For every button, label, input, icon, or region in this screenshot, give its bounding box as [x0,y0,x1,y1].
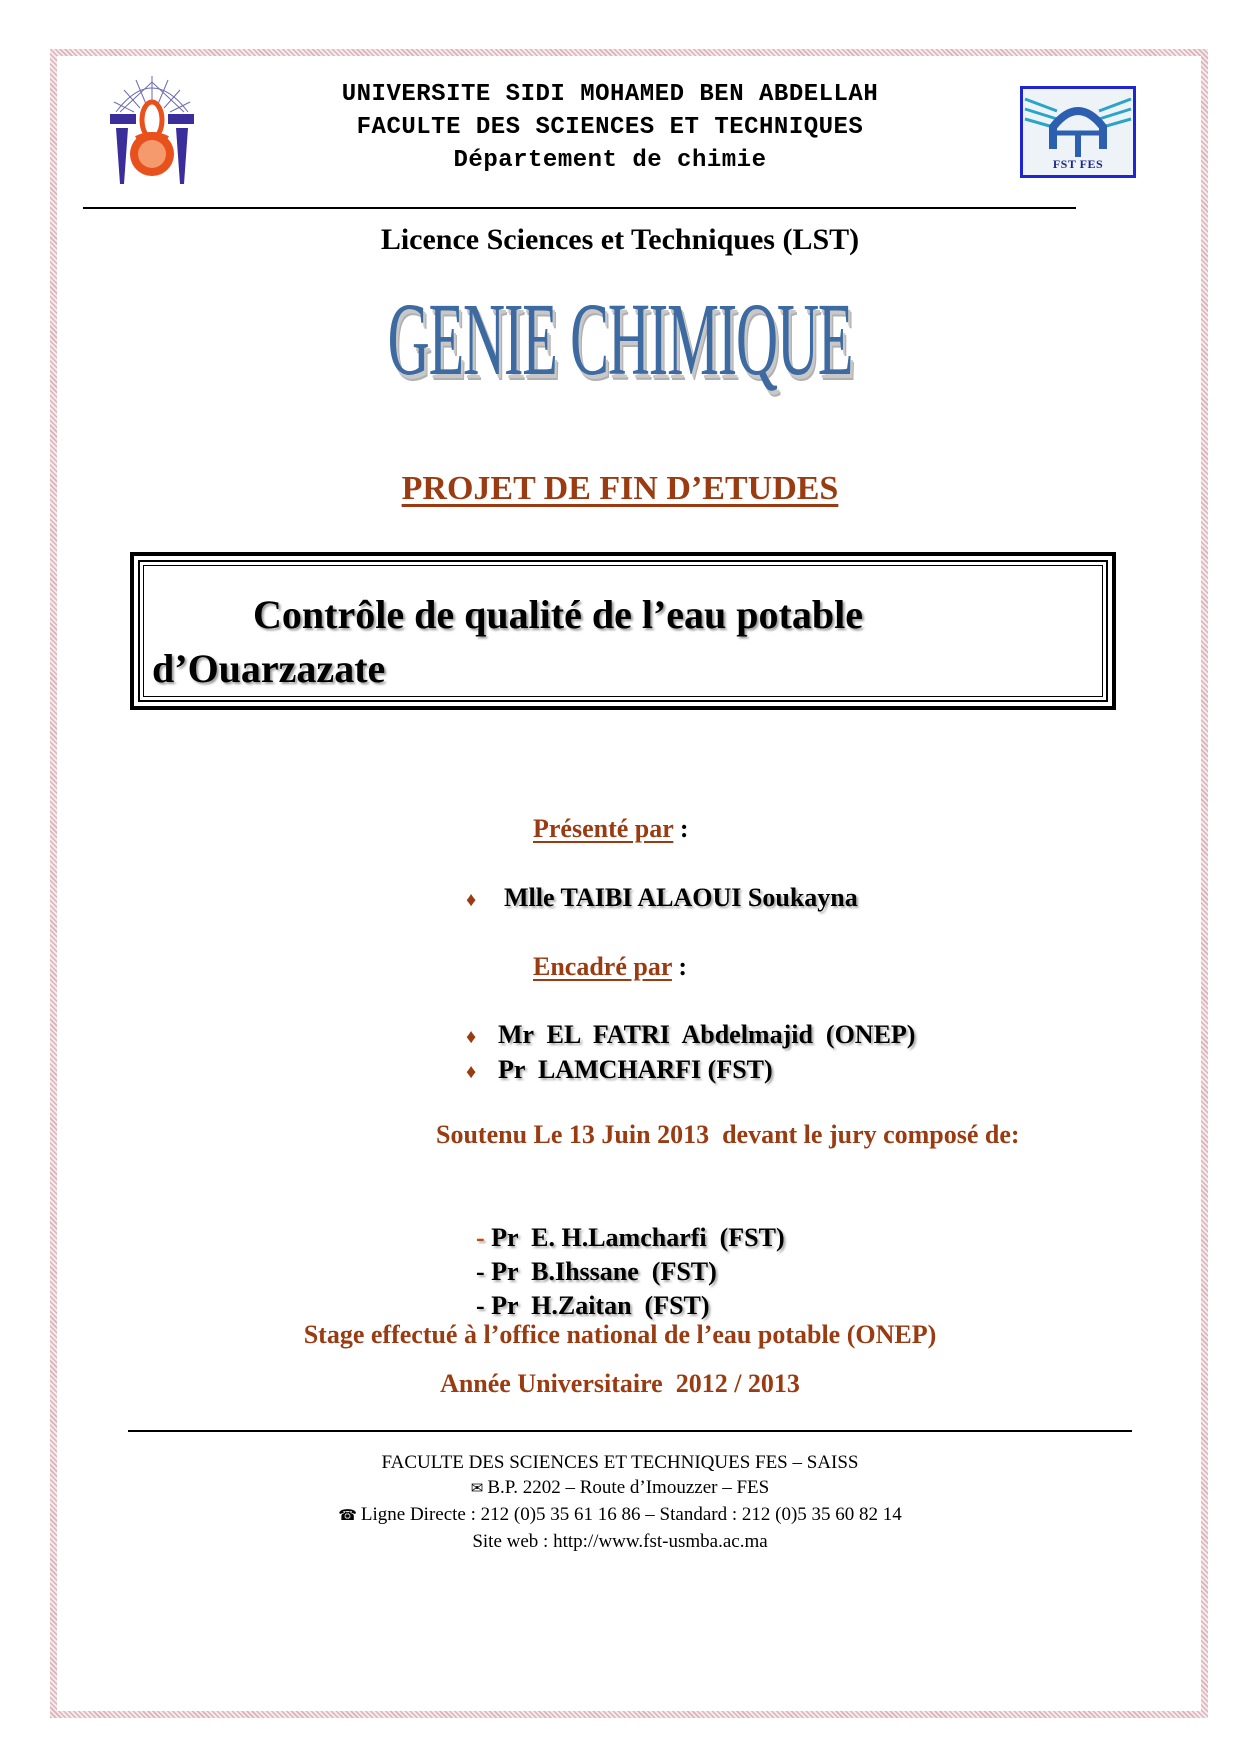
program-title: Licence Sciences et Techniques (LST) [380,223,860,256]
thesis-title [152,588,1094,696]
supervisor-name: Mr EL FATRI Abdelmajid (ONEP) [498,1020,916,1049]
supervisor-name: Pr LAMCHARFI (FST) [498,1055,773,1084]
defense-statement: Soutenu Le 13 Juin 2013 devant le jury composé de: [436,1120,1020,1149]
phone-icon: ☎ [338,1508,357,1524]
university-emblem-icon [106,72,198,188]
supervisor-item [466,1055,773,1085]
student-name: Mlle TAIBI ALAOUI Soukayna [504,883,858,912]
document-type-heading: PROJET DE FIN D’ETUDES [401,470,839,507]
fst-fes-label: FST FES [1052,157,1104,171]
specialty-wordart: GENIE CHIMIQUE [387,282,853,397]
diamond-bullet-icon: ♦ [466,1026,477,1048]
jury-member: - Pr E. H.Lamcharfi (FST) [476,1223,785,1252]
diamond-bullet-icon: ♦ [466,889,477,911]
dash-bullet: - [476,1223,492,1252]
internship-statement: Stage effectué à l’office national de l’eau potable (ONEP) [303,1320,937,1349]
footer-phone: ☎ Ligne Directe : 212 (0)5 35 61 16 86 – Standard : 212 (0)5 35 60 82 14 [0,1502,1240,1529]
footer-faculty: FACULTE DES SCIENCES ET TECHNIQUES FES – SAISS [381,1452,859,1473]
thesis-title-box [130,552,1116,710]
faculty-name: FACULTE DES SCIENCES ET TECHNIQUES [356,114,864,141]
department-name: Département de chimie [453,147,767,174]
thesis-title-line1: Contrôle de qualité de l’eau potable [253,592,863,637]
supervised-by-label: Encadré par : [533,952,688,981]
footer-website: Site web : http://www.fst-usmba.ac.ma [472,1531,768,1552]
footer-divider [128,1430,1132,1432]
mail-icon: ✉ [470,1481,484,1497]
thesis-title-line2: d’Ouarzazate [152,646,386,691]
jury-member: - Pr B.Ihssane (FST) [476,1257,717,1286]
header-divider [83,207,1076,209]
jury-member: - Pr H.Zaitan (FST) [476,1291,710,1320]
footer-postal: ✉ B.P. 2202 – Route d’Imouzzer – FES [0,1475,1240,1502]
footer-address [0,1450,1240,1554]
student-item [466,883,858,913]
dash-bullet: - [476,1257,492,1286]
institution-header [260,78,960,177]
fst-fes-logo [1020,86,1136,178]
presented-by-label: Présenté par : [533,814,689,843]
diamond-bullet-icon: ♦ [466,1061,477,1083]
academic-year: Année Universitaire 2012 / 2013 [440,1369,800,1398]
supervisor-item [466,1020,915,1050]
university-name: UNIVERSITE SIDI MOHAMED BEN ABDELLAH [341,81,879,108]
dash-bullet: - [476,1291,492,1320]
